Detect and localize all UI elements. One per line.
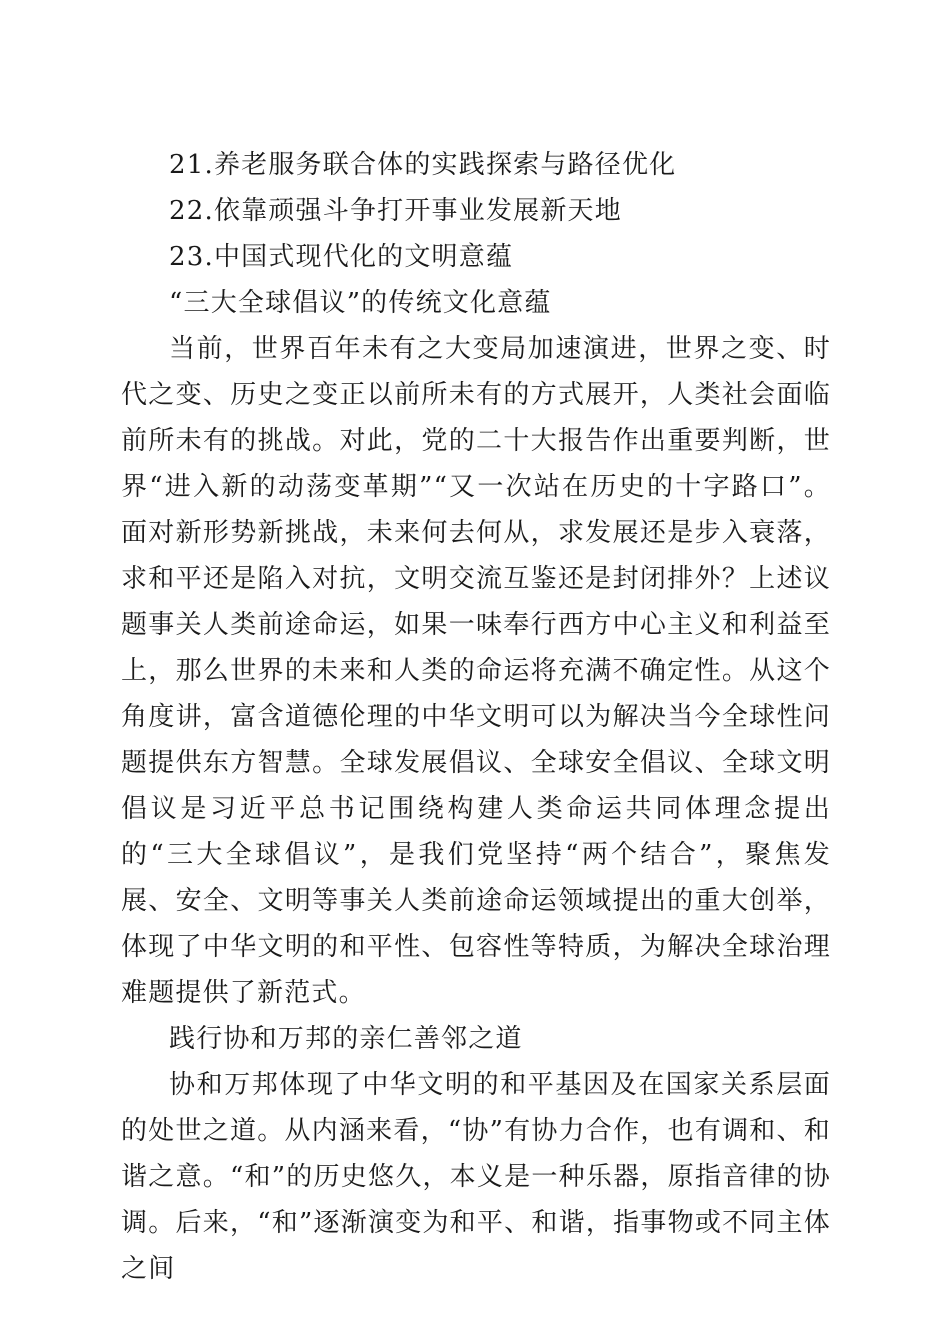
list-item-21: 21.养老服务联合体的实践探索与路径优化 [169, 150, 677, 180]
list-item-22: 22.依靠顽强斗争打开事业发展新天地 [169, 196, 622, 226]
section-heading: 践行协和万邦的亲仁善邻之道 [169, 1024, 523, 1054]
article-title: “三大全球倡议”的传统文化意蕴 [169, 288, 552, 318]
section-paragraph: 协和万邦体现了中华文明的和平基因及在国家关系层面的处世之道。从内涵来看，“协”有协力合作，也有调和、和谐之意。“和”的历史悠久，本义是一种乐器，原指音律的协调。后来，“和”逐渐演变为和平、和谐，指事物或不同主体之间 [121, 1070, 831, 1284]
document-body [121, 142, 831, 1292]
intro-paragraph: 当前，世界百年未有之大变局加速演进，世界之变、时代之变、历史之变正以前所未有的方式展开，人类社会面临前所未有的挑战。对此，党的二十大报告作出重要判断，世界“进入新的动荡变革期”“又一次站在历史的十字路口”。面对新形势新挑战，未来何去何从，求发展还是步入衰落，求和平还是陷入对抗，文明交流互鉴还是封闭排外？上述议题事关人类前途命运，如果一味奉行西方中心主义和利益至上，那么世界的未来和人类的命运将充满不确定性。从这个角度讲，富含道德伦理的中华文明可以为解决当今全球性问题提供东方智慧。全球发展倡议、全球安全倡议、全球文明倡议是习近平总书记围绕构建人类命运共同体理念提出的“三大全球倡议”，是我们党坚持“两个结合”，聚焦发展、安全、文明等事关人类前途命运领域提出的重大创举，体现了中华文明的和平性、包容性等特质，为解决全球治理难题提供了新范式。 [121, 334, 831, 1008]
list-item-23: 23.中国式现代化的文明意蕴 [169, 242, 514, 272]
